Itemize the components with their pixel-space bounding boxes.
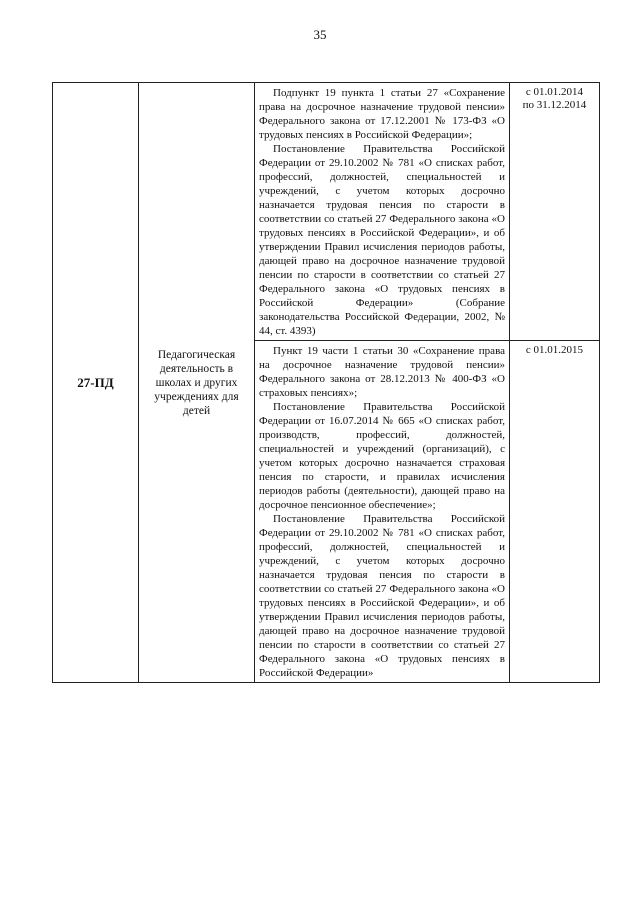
legal-paragraph: Постановление Правительства Российской Федерации от 16.07.2014 № 665 «О списках работ, производств, профессий, должностей, специальностей и учреждений (организаций), с учетом которых досрочно назначается страховая пенсия по старости, и правилах исчисления периодов работы (деятельности), дающей право на досрочное пенсионное обеспечение»; xyxy=(259,401,505,511)
period-end: по 31.12.2014 xyxy=(522,99,587,111)
pension-table xyxy=(52,82,600,683)
period-cell xyxy=(510,83,600,341)
row-code: 27-ПД xyxy=(53,83,139,683)
period-start: с 01.01.2014 xyxy=(525,86,584,98)
legal-paragraph: Постановление Правительства Российской Федерации от 29.10.2002 № 781 «О списках работ, профессий, должностей, специальностей и учреждений, с учетом которых досрочно назначается трудовая пенсия по старости в соответствии со статьей 27 Федерального закона «О трудовых пенсиях в Российской Федерации», и об утверждении Правил исчисления периодов работы, дающей право на досрочное назначение трудовой пенсии по старости в соответствии со статьей 27 Федерального закона «О трудовых пенсиях в Российской Федерации» xyxy=(259,513,505,679)
period-start: с 01.01.2015 xyxy=(525,344,584,356)
legal-basis-cell xyxy=(255,83,510,341)
legal-paragraph: Подпункт 19 пункта 1 статьи 27 «Сохранение права на досрочное назначение трудовой пенсии» Федерального закона от 17.12.2001 № 173-ФЗ «О трудовых пенсиях в Российской Федерации»; xyxy=(259,87,505,141)
legal-paragraph: Постановление Правительства Российской Федерации от 29.10.2002 № 781 «О списках работ, профессий, должностей, специальностей и учреждений, с учетом которых досрочно назначается трудовая пенсия по старости в соответствии со статьей 27 Федерального закона «О трудовых пенсиях в Российской Федерации», и об утверждении Правил исчисления периодов работы, дающей право на досрочное назначение трудовой пенсии по старости в соответствии со статьей 27 Федерального закона «О трудовых пенсиях в Российской Федерации» (Собрание законодательства Российской Федерации, 2002, № 44, ст. 4393) xyxy=(259,143,505,337)
table-row xyxy=(53,83,600,341)
row-activity: Педагогическая деятельность в школах и других учреждениях для детей xyxy=(139,83,255,683)
legal-basis-cell xyxy=(255,341,510,683)
page-number: 35 xyxy=(313,27,327,42)
period-cell xyxy=(510,341,600,683)
legal-paragraph: Пункт 19 части 1 статьи 30 «Сохранение права на досрочное назначение трудовой пенсии» Федерального закона от 28.12.2013 № 400-ФЗ «О страховых пенсиях»; xyxy=(259,345,505,399)
